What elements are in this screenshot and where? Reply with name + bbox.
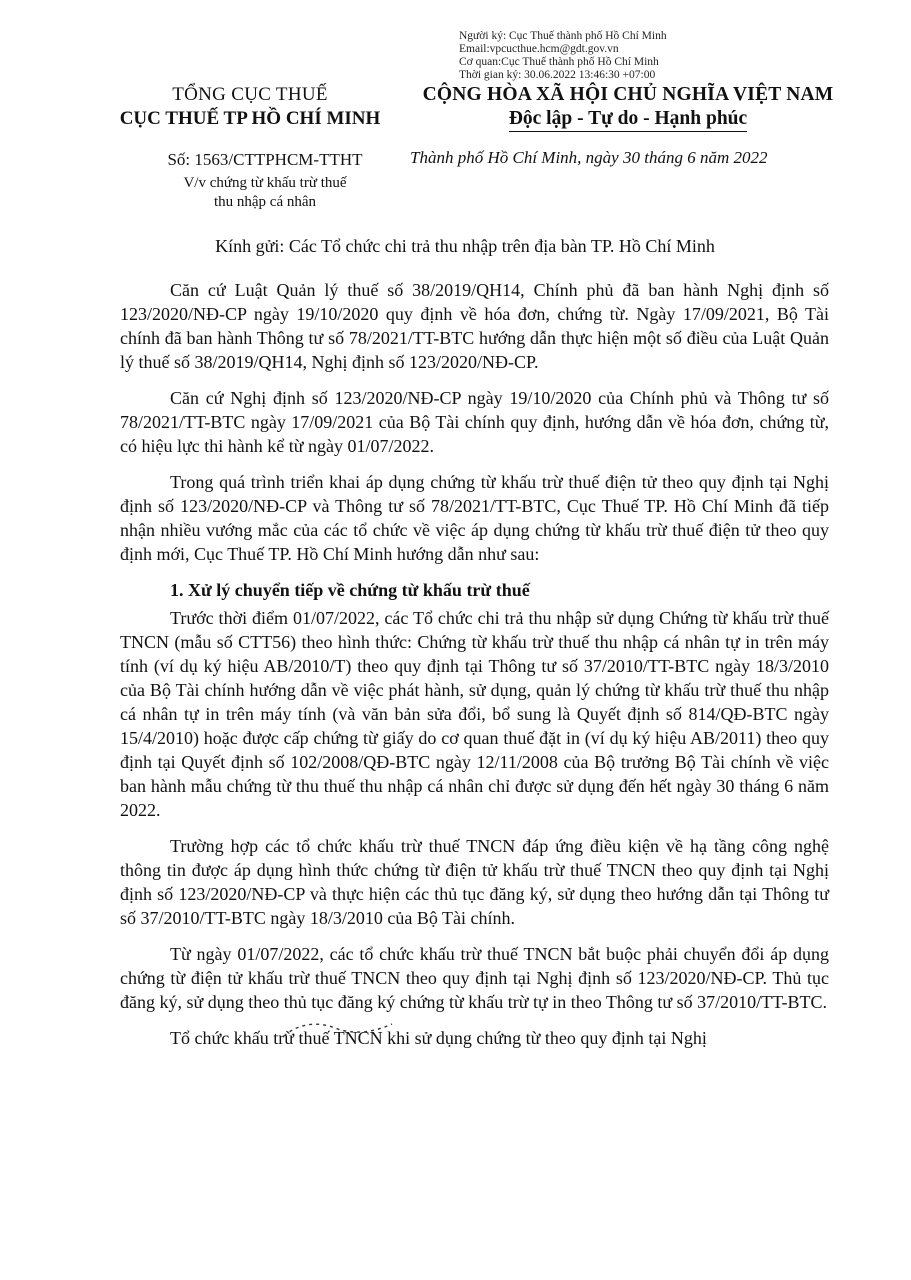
parent-agency: TỔNG CỤC THUẾ	[172, 84, 328, 105]
document-subject	[140, 174, 390, 212]
signature-signer: Người ký: Cục Thuế thành phố Hồ Chí Minh	[459, 30, 667, 42]
digital-signature-block	[459, 30, 667, 82]
section-heading: 1. Xử lý chuyển tiếp về chứng từ khấu trừ thuế	[170, 580, 530, 600]
stamp-scribble-mark	[280, 1018, 400, 1040]
subject-line: thu nhập cá nhân	[213, 194, 317, 210]
signature-email: Email:vpcucthue.hcm@gdt.gov.vn	[459, 43, 619, 55]
body-paragraph: Trong quá trình triển khai áp dụng chứng từ khấu trừ thuế điện tử theo quy định tại Nghị định số 123/2020/NĐ-CP và Thông tư số 78/2021/TT-BTC, Cục Thuế TP. Hồ Chí Minh đã tiếp nhận nhiều vướng mắc của các tổ chức về việc áp dụng chứng từ khấu trừ thuế điện tử theo quy định mới, Cục Thuế TP. Hồ Chí Minh hướng dẫn như sau:	[120, 472, 829, 564]
document-body	[120, 278, 829, 1062]
salutation: Kính gửi: Các Tổ chức chi trả thu nhập trên địa bàn TP. Hồ Chí Minh	[215, 236, 715, 256]
country-name: CỘNG HÒA XÃ HỘI CHỦ NGHĨA VIỆT NAM	[422, 84, 834, 105]
national-motto-header	[408, 84, 848, 132]
body-paragraph: Từ ngày 01/07/2022, các tổ chức khấu trừ thuế TNCN bắt buộc phải chuyển đổi áp dụng chứng từ điện tử khấu trừ thuế TNCN theo quy định tại Nghị định số 123/2020/NĐ-CP. Thủ tục đăng ký, sử dụng theo thủ tục đăng ký chứng từ khấu trừ tự in theo Thông tư số 37/2010/TT-BTC.	[120, 944, 829, 1012]
issuing-agency: CỤC THUẾ TP HỒ CHÍ MINH	[119, 108, 381, 129]
national-motto: Độc lập - Tự do - Hạnh phúc	[509, 108, 747, 132]
body-paragraph: Tổ chức khấu trừ thuế TNCN khi sử dụng chứng từ theo quy định tại Nghị	[170, 1028, 707, 1048]
subject-line: V/v chứng từ khấu trừ thuế	[183, 175, 347, 191]
signature-agency: Cơ quan:Cục Thuế thành phố Hồ Chí Minh	[459, 56, 659, 68]
signature-time: Thời gian ký: 30.06.2022 13:46:30 +07:00	[459, 69, 656, 81]
body-paragraph: Căn cứ Luật Quản lý thuế số 38/2019/QH14, Chính phủ đã ban hành Nghị định số 123/2020/NĐ-CP ngày 19/10/2020 quy định về hóa đơn, chứng từ. Ngày 17/09/2021, Bộ Tài chính đã ban hành Thông tư số 78/2021/TT-BTC hướng dẫn thực hiện một số điều của Luật Quản lý thuế số 38/2019/QH14, Nghị định số 123/2020/NĐ-CP.	[120, 280, 829, 372]
document-number: Số: 1563/CTTPHCM-TTHT	[167, 150, 363, 169]
place-and-date: Thành phố Hồ Chí Minh, ngày 30 tháng 6 năm 2022	[410, 148, 768, 167]
issuing-agency-header	[100, 84, 400, 130]
body-paragraph: Căn cứ Nghị định số 123/2020/NĐ-CP ngày 19/10/2020 của Chính phủ và Thông tư số 78/2021/TT-BTC ngày 17/09/2021 của Bộ Tài chính quy định, hướng dẫn về hóa đơn, chứng từ, có hiệu lực thi hành kể từ ngày 01/07/2022.	[120, 388, 829, 456]
body-paragraph: Trường hợp các tổ chức khấu trừ thuế TNCN đáp ứng điều kiện về hạ tầng công nghệ thông tin được áp dụng hình thức chứng từ điện tử khấu trừ thuế TNCN theo quy định tại Nghị định số 123/2020/NĐ-CP và thực hiện các thủ tục đăng ký, sử dụng theo hướng dẫn tại Thông tư số 37/2010/TT-BTC ngày 18/3/2010 của Bộ Tài chính.	[120, 836, 829, 928]
body-paragraph: Trước thời điểm 01/07/2022, các Tổ chức chi trả thu nhập sử dụng Chứng từ khấu trừ thuế TNCN (mẫu số CTT56) theo hình thức: Chứng từ khấu trừ thuế thu nhập cá nhân tự in trên máy tính (ví dụ ký hiệu AB/2010/T) theo quy định tại Thông tư số 37/2010/TT-BTC ngày 18/3/2010 của Bộ Tài chính hướng dẫn về việc phát hành, sử dụng, quản lý chứng từ khấu trừ thuế thu nhập cá nhân tự in trên máy tính (và văn bản sửa đổi, bổ sung là Quyết định số 814/QĐ-BTC ngày 15/4/2010) hoặc được cấp chứng từ giấy do cơ quan thuế đặt in (ví dụ ký hiệu AB/2011) theo quy định tại Quyết định số 102/2008/QĐ-BTC ngày 12/11/2008 của Bộ trưởng Bộ Tài chính về việc ban hành mẫu chứng từ thu thuế thu nhập cá nhân chỉ được sử dụng đến hết ngày 30 tháng 6 năm 2022.	[120, 608, 829, 820]
